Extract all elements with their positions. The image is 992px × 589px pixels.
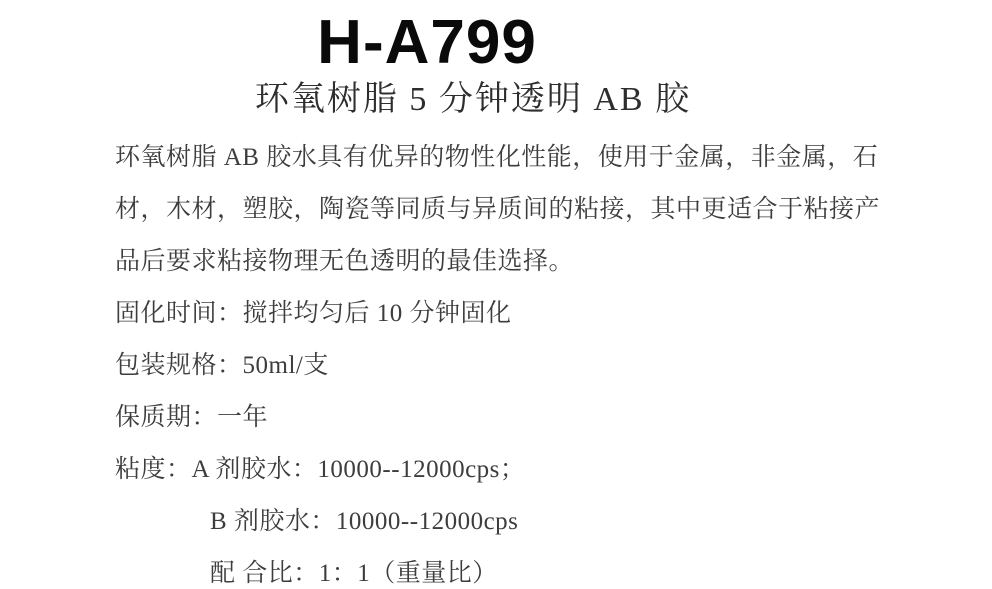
product-subtitle: 环氧树脂 5 分钟透明 AB 胶 [254, 81, 692, 118]
description-line-3: 品后要求粘接物理无色透明的最佳选择。 [115, 248, 575, 275]
spec-cure-time: 固化时间：搅拌均匀后 10 分钟固化 [115, 300, 512, 327]
spec-viscosity-a: 粘度：A 剂胶水：10000--12000cps； [115, 456, 526, 483]
product-title: H-A799 [317, 8, 537, 77]
description-line-2: 材，木材，塑胶，陶瓷等同质与异质间的粘接，其中更适合于粘接产 [115, 196, 881, 223]
product-description [115, 132, 992, 589]
spec-package-size: 包装规格：50ml/支 [115, 352, 329, 379]
spec-viscosity-b: B 剂胶水：10000--12000cps [210, 508, 519, 535]
spec-shelf-life: 保质期：一年 [115, 404, 269, 431]
description-line-1: 环氧树脂 AB 胶水具有优异的物性化性能，使用于金属，非金属，石 [115, 144, 879, 171]
spec-mix-ratio: 配 合比：1：1（重量比） [210, 560, 498, 587]
